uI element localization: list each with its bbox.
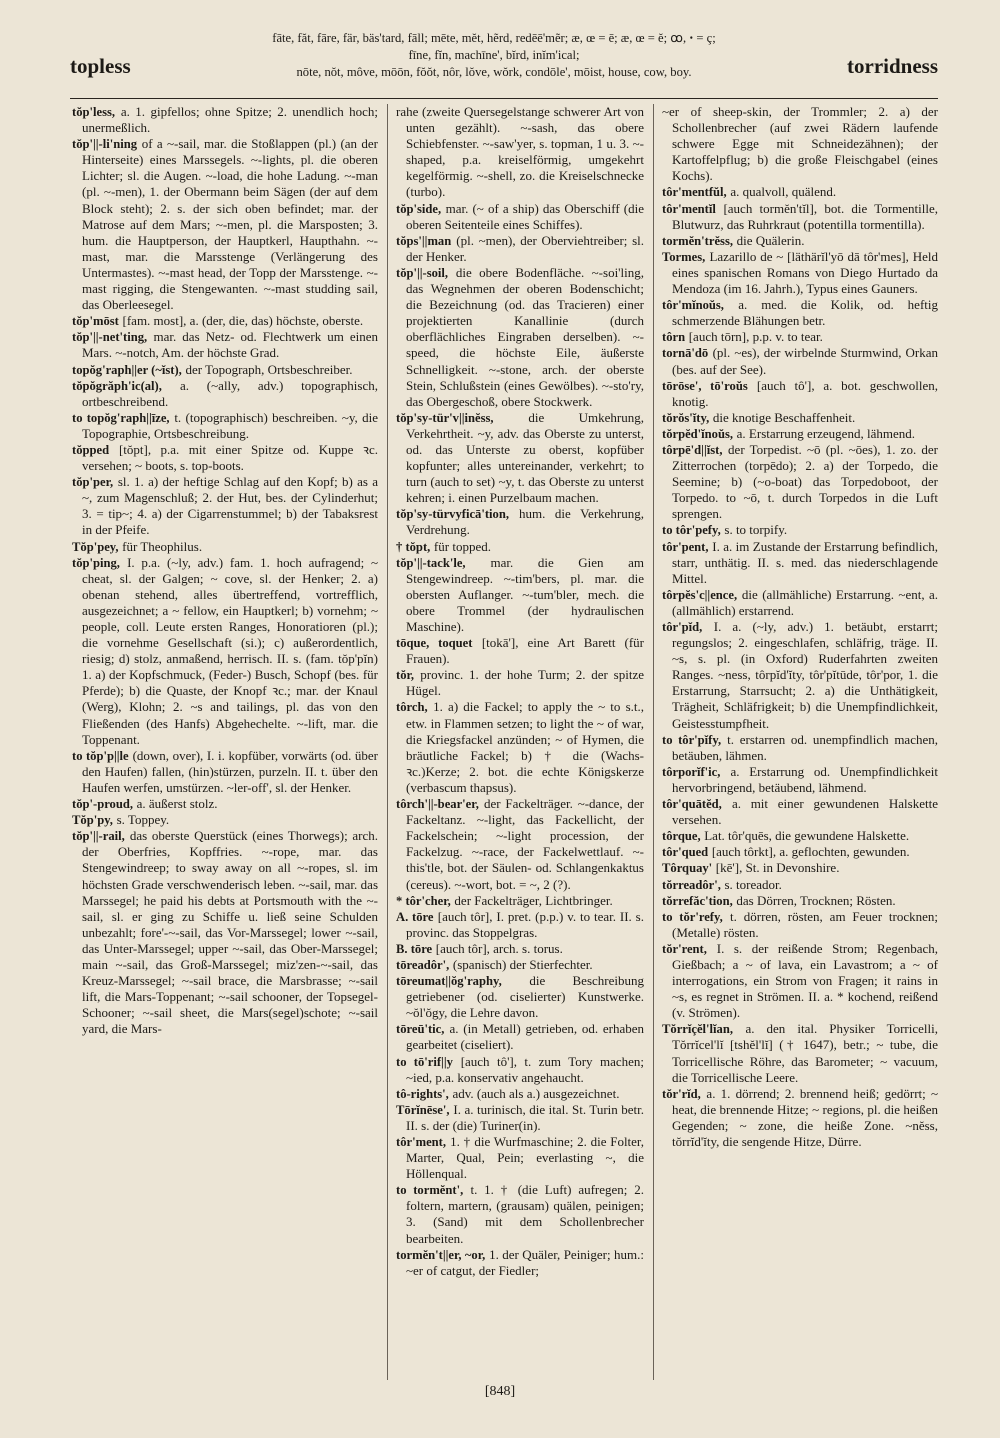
dictionary-entry (662, 1086, 938, 1150)
dictionary-entry (396, 893, 644, 909)
dictionary-entry (396, 635, 644, 667)
dictionary-entry (662, 828, 938, 844)
entry-headword: tôr'qued (662, 845, 709, 860)
dictionary-entry (396, 104, 644, 201)
entry-headword: tôrpē'd||ĭst, (662, 442, 723, 457)
dictionary-entry (72, 796, 378, 812)
entry-definition: die Beschreibung getriebener (od. ciselierter) Kunstwerke. ~ŏl'ŏgy, die Lehre davon. (406, 973, 644, 1021)
entry-headword: tŏrrefăc'tion, (662, 893, 733, 908)
entry-headword: A. tōre (396, 909, 434, 924)
dictionary-entry (72, 828, 378, 1037)
entry-definition: (pl. ~men), der Oberviehtreiber; sl. der Henker. (406, 232, 644, 264)
dictionary-entry (72, 136, 378, 313)
dictionary-entry (662, 732, 938, 764)
entry-definition: t. 1. † (die Luft) aufregen; 2. foltern, martern, (grausam) quälen, peinigen; 3. (Sand) mit dem Schollenbrecher bearbeiten. (406, 1182, 644, 1246)
dictionary-entry (662, 329, 938, 345)
entry-headword: tōreū'tic, (396, 1022, 445, 1037)
entry-headword: tŏps'||man (396, 233, 452, 248)
dictionary-entry (396, 1102, 644, 1134)
entry-headword: tŏp'||-li'ning (72, 137, 138, 152)
guide-word-right: torridness (847, 54, 938, 78)
entry-headword: tŏrpĕd'ĭnoŭs, (662, 426, 734, 441)
entry-definition: I. a. turinisch, die ital. St. Turin betr. II. s. der (die) Turiner(in). (406, 1101, 644, 1133)
entry-headword: tôr'quātĕd, (662, 797, 722, 812)
entry-headword: to tŏr'refy, (662, 909, 723, 924)
dictionary-entry (662, 1021, 938, 1085)
dictionary-entry (72, 442, 378, 474)
entry-definition: mar. die Gien am Stengewindreep. ~-tim'bers, pl. mar. die obersten Auflanger. ~-tum'bler, mech. die obere Trommel (der hydraulischen Maschine). (406, 554, 644, 634)
entry-definition: das Dörren, Trocknen; Rösten. (736, 892, 896, 908)
entry-definition: mar. (~ of a ship) das Oberschiff (die oberen Seitenteile eines Schiffes). (406, 200, 644, 232)
dictionary-entry (662, 796, 938, 828)
entry-headword: tŏrŏs'ĭty, (662, 410, 710, 425)
entry-definition: [tokā'], eine Art Barett (für Frauen). (406, 635, 644, 667)
entry-headword: Tŏrrĭçĕl'lĭan, (662, 1022, 733, 1037)
entry-definition: a. Erstarrung erzeugend, lähmend. (736, 425, 915, 441)
entry-definition: (pl. ~es), der wirbelnde Sturmwind, Orkan (bes. auf der See). (672, 345, 938, 377)
dictionary-entry (662, 522, 938, 538)
dictionary-entry (72, 539, 378, 555)
guide-word-left: topless (70, 54, 131, 78)
dictionary-entry (72, 329, 378, 361)
dictionary-entry (396, 1182, 644, 1246)
entry-definition: der Topograph, Ortsbeschreiber. (185, 361, 353, 377)
entry-headword: tŏp'||-soil, (396, 265, 449, 280)
entry-headword: tôrpĕs'c||ence, (662, 587, 738, 602)
dictionary-entry (662, 249, 938, 297)
entry-definition: I. p.a. (~ly, adv.) fam. 1. hoch aufragend; ~ cheat, sl. der Galgen; ~ cove, sl. der Henker; 2. a) obenan stehend, alles übertreffend, vortrefflich, ausgezeichnet; a ~ fellow, ein Hauptkerl; b) vornehm; ~ people, coll. Leute ersten Ranges, Honoratioren (pl.); die vornehme Gesellschaft (si.); c) außerordentlich, riesig; d) stolz, anmaßend, herrisch. II. s. (fam. tŏp'pĭn) 1. a) der Kopfschmuck, (Feder-) Busch, Schopf (bes. für Pferde); b) die Quaste, der Knopf ꝛc.; mar. der Knaul (Werg), Klohn; 2. ~s and tailings, pl. das von den Fließenden (des Hanfs) Abgehechelte. ~-lift, mar. die Toppenant. (82, 554, 378, 747)
dictionary-entry (662, 233, 938, 249)
dictionary-entry (662, 410, 938, 426)
entry-definition: mar. das Netz- od. Flechtwerk um einen Mars. ~-notch, Am. der höchste Grad. (82, 329, 378, 361)
entry-headword: Tormes, (662, 249, 706, 264)
entry-headword: tôr'mentfŭl, (662, 185, 727, 200)
page-header (70, 30, 938, 96)
entry-definition: t. dörren, rösten, am Feuer trocknen; (Metalle) rösten. (672, 908, 938, 940)
column-1 (72, 104, 378, 1384)
entry-definition: a. Erstarrung od. Unempfindlichkeit hervorbringend, betäubend, lähmend. (672, 763, 938, 795)
column-3 (662, 104, 938, 1384)
entry-headword: tôrch'||-bear'er, (396, 797, 479, 812)
entry-headword: tôr'mĭnoŭs, (662, 298, 724, 313)
dictionary-entry (396, 1086, 644, 1102)
dictionary-entry (396, 233, 644, 265)
entry-definition: die (allmähliche) Erstarrung. ~ent, a. (allmählich) erstarrend. (672, 586, 938, 618)
dictionary-entry (662, 893, 938, 909)
dictionary-entry (72, 410, 378, 442)
dictionary-entry (396, 973, 644, 1021)
dictionary-entry (72, 748, 378, 796)
entry-headword: tōreumat||ŏg'raphy, (396, 974, 502, 989)
pronunciation-key-line: fīne, fĭn, machīne', bĭrd, inĭm'ical; (408, 48, 580, 62)
entry-headword: tŏp'side, (396, 201, 442, 216)
entry-headword: tôr'mentĭl (662, 201, 716, 216)
entry-definition: der Fackelträger, Lichtbringer. (454, 892, 613, 908)
dictionary-entry (662, 104, 938, 184)
entry-definition: rahe (zweite Quersegelstange schwerer Art von unten gezählt). ~-sash, das obere Schiebfenster. ~-saw'yer, s. topman, 1 u. 3. ~-shaped, p.a. kreiselförmig, umgekehrt kegelförmig. ~-shell, zo. die Kreiselschnecke (turbo). (396, 104, 644, 200)
dictionary-entry (662, 539, 938, 587)
dictionary-entry (662, 587, 938, 619)
entry-headword: tôr'pĭd, (662, 620, 703, 634)
entry-headword: to tôr'pefy, (662, 523, 721, 538)
column-2 (396, 104, 644, 1384)
entry-definition: [auch tô'], a. bot. geschwollen, knotig. (672, 377, 938, 409)
entry-headword: tŏp'mōst (72, 314, 119, 329)
dictionary-entry (396, 555, 644, 635)
entry-headword: B. tōre (396, 941, 433, 956)
entry-headword: tormĕn'trĕss, (662, 233, 733, 248)
dictionary-entry (396, 1021, 644, 1053)
entry-definition: [tŏpt], p.a. mit einer Spitze od. Kuppe ꝛc. versehen; ~ boots, s. top-boots. (82, 441, 378, 474)
pronunciation-key-line: fāte, făt, fāre, fär, bäs'tard, fāll; mēte, mĕt, hẽrd, redēē'mẽr; æ, œ = ē; æ, œ = ĕ; ꝏ, ꞏ = ç; (272, 31, 716, 45)
dictionary-entry (662, 909, 938, 941)
entry-definition: I. a. (~ly, adv.) 1. betäubt, erstarrt; regungslos; 2. eingeschlafen, schläfrig, träge. II. ~s, s. pl. (in Oxford) Ruderfahrten zweiten Ranges. ~ness, tôrpĭd'ĭty, tôr'pĭtūde, tôr'por, 1. die Erstarrung, Starrsucht; 2. a) die Unthätigkeit, Trägheit, Schläfrigkeit; b) die Unempfindlichkeit, Geistesstumpfheit. (672, 619, 938, 731)
entry-definition: das oberste Querstück (eines Thorwegs); arch. der Oberfries, Kopffries. ~-rope, mar. das Stengewindreep; to sway away on all ~-ropes, sl. im höchsten Grade verschwenderisch leben. ~-sail, mar. das Marssegel; he paid his debts at Portsmouth with the ~-sail, sl. er ging zu Schiffe u. ließ seine Schulden unbezahlt; fore'-~-sail, das Vor-Marssegel; lower ~-sail, das Unter-Marssegel; upper ~-sail, das Ober-Marssegel; main ~-sail, das Groß-Marssegel; miz'zen-~-sail, das Kreuz-Marssegel; ~-sail brace, die Marsbrasse; ~-sail lift, die Mars-Toppenant; ~-sail schooner, der Topsegel-Schooner; ~-sail sheet, die Mars(segel)schote; ~-sail yard, die Mars- (82, 828, 378, 1037)
dictionary-entry (396, 1247, 644, 1279)
dictionary-entry (662, 378, 938, 410)
entry-headword: tŏr'rent, (662, 941, 707, 956)
dictionary-entry (72, 362, 378, 378)
dictionary-entry (72, 474, 378, 538)
entry-definition: hum. die Verkehrung, Verdrehung. (406, 506, 644, 538)
entry-headword: tŏp'||-tack'le, (396, 555, 466, 570)
entry-definition: t. (topographisch) beschreiben. ~y, die Topographie, Ortsbeschreibung. (82, 409, 378, 441)
entry-definition: t. erstarren od. unempfindlich machen, betäuben, lähmen. (672, 731, 938, 763)
entry-definition: provinc. 1. der hohe Turm; 2. der spitze Hügel. (406, 667, 644, 699)
dictionary-entry (396, 796, 644, 893)
column-divider (653, 104, 654, 1380)
entry-definition: I. s. der reißende Strom; Regenbach, Gießbach; a ~ of lava, ein Lavastrom; a ~ of interrogations, ein Strom von Fragen; it rains in ~s, es regnet in Strömen. II. a. * kochend, reißend (v. Strömen). (672, 940, 938, 1021)
entry-headword: tŏp'per, (72, 475, 114, 490)
entry-headword: Tôrquay' (662, 861, 713, 876)
entry-headword: tŏp'||-rail, (72, 829, 125, 844)
entry-definition: ~er of sheep-skin, der Trommler; 2. a) der Schollenbrecher (auf zwei Rädern laufende schwere Egge mit Schneidezähnen); der Kartoffelpflug; b) die große Fleischgabel (eines Kochs). (662, 104, 938, 184)
entry-definition: 1. der Quäler, Peiniger; hum.: ~er of catgut, der Fiedler; (406, 1246, 644, 1278)
entry-definition: für Theophilus. (122, 538, 203, 554)
entry-headword: to tŏp'p||le (72, 748, 129, 763)
dictionary-entry (72, 555, 378, 748)
dictionary-entry (396, 909, 644, 941)
dictionary-entry (662, 860, 938, 876)
entry-headword: to tôr'pĭfy, (662, 732, 722, 747)
entry-headword: tô-rights', (396, 1086, 449, 1101)
dictionary-entry (662, 844, 938, 860)
entry-headword: tôrque, (662, 829, 701, 844)
dictionary-entry (72, 378, 378, 410)
header-rule (70, 98, 938, 99)
dictionary-entry (662, 619, 938, 732)
entry-definition: [auch tôr], I. pret. (p.p.) v. to tear. II. s. provinc. das Stoppelgras. (406, 908, 644, 940)
entry-headword: to topŏg'raph||īze, (72, 410, 170, 425)
entry-definition: [auch tormĕn'tĭl], bot. die Tormentille, Blutwurz, das Ruhrkraut (potentilla tormentilla). (672, 200, 938, 232)
entry-headword: † tŏpt, (396, 539, 431, 554)
entry-headword: tôr'pent, (662, 539, 709, 554)
entry-headword: tōque, toquet (396, 636, 473, 651)
entry-headword: to tō'rif||y (396, 1054, 453, 1069)
pronunciation-key (220, 30, 768, 81)
entry-headword: tŏr'rĭd, (662, 1086, 701, 1101)
dictionary-entry (396, 265, 644, 410)
pronunciation-key-line: nōte, nŏt, môve, mōōn, fŏŏt, nôr, lŏve, wŏrk, condōle', mōist, house, cow, boy. (296, 65, 692, 79)
entry-definition: a. 1. dörrend; 2. brennend heiß; gedörrt; ~ heat, die brennende Hitze; ~ regions, pl. die heißen Gegenden; ~ zone, die heiße Zone. ~nĕss, tŏrrĭd'ĭty, die sengende Hitze, Dürre. (672, 1085, 938, 1149)
dictionary-entry (662, 345, 938, 377)
dictionary-entry (72, 313, 378, 329)
dictionary-entry (396, 699, 644, 796)
entry-headword: tŏp'ping, (72, 555, 120, 570)
entry-headword: tŏp'-proud, (72, 797, 134, 812)
dictionary-entry (396, 201, 644, 233)
dictionary-entry (396, 957, 644, 973)
entry-headword: tŏrreadôr', (662, 877, 721, 892)
entry-headword: tŏr, (396, 668, 415, 683)
entry-headword: tŏp'less, (72, 105, 116, 119)
entry-definition: sl. 1. a) der heftige Schlag auf den Kopf; b) as a ~, zum Magenschluß; 2. der Hut, bes. der Cylinderhut; 3. = tip~; 4. a) der Cigarrenstummel; b) der Tabaksrest in der Pfeife. (82, 474, 378, 538)
dictionary-entry (662, 877, 938, 893)
page-number: [848] (484, 1384, 516, 1399)
entry-headword: tôrch, (396, 700, 428, 715)
entry-definition: [auch tô'], t. zum Tory machen; ~ied, p.a. konservativ angehaucht. (406, 1053, 644, 1085)
dictionary-entry (396, 941, 644, 957)
entry-definition: [auch tôr], arch. s. torus. (435, 940, 563, 956)
entry-headword: tŏpped (72, 442, 110, 457)
entry-definition: adv. (auch als a.) ausgezeichnet. (452, 1085, 620, 1101)
entry-definition: die Quälerin. (736, 232, 805, 248)
entry-definition: a. den ital. Physiker Torricelli, Tŏrrĭcel'lĭ [tshĕl'lĭ] († 1647), betr.; ~ tube, die Torricellische Röhre, das Barometer; ~ vacuum, die Torricellische Leere. (672, 1021, 938, 1085)
dictionary-entry (662, 941, 938, 1021)
dictionary-entry (662, 442, 938, 522)
entry-definition: (spanisch) der Stierfechter. (452, 956, 593, 972)
entry-definition: [fam. most], a. (der, die, das) höchste, oberste. (122, 313, 364, 329)
entry-headword: tŏp'sy-türvyficā'tion, (396, 507, 509, 522)
entry-definition: s. to torpify. (724, 522, 788, 538)
entry-definition: [auch tôrkt], a. geflochten, gewunden. (711, 844, 910, 860)
entry-headword: tornā'dō (662, 346, 709, 361)
entry-headword: tŏpŏgrăph'ic(al), (72, 378, 162, 393)
dictionary-entry (396, 506, 644, 538)
entry-definition: Lazarillo de ~ [läthärĭl'yō dā tôr'mes], Held eines spanischen Romans von Diego Hurtado da Mendoza (im 16. Jahrh.), Typus eines Gauners. (672, 248, 938, 297)
column-divider (387, 104, 388, 1380)
entry-definition: die obere Bodenfläche. ~-soi'ling, das Wegnehmen der oberen Bodenschicht; die Bezeichnung (od. das Tracieren) einer projektierten Kanallinie (durch oberflächliches Eingraben derselben). ~-speed, die höchste Eile, äußerste Schnelligkeit. ~-stone, arch. der oberste Stein, Schlußstein (eines Gewölbes). ~-sto'ry, das Obergeschoß, obere Stockwerk. (406, 264, 644, 409)
dictionary-entry (396, 410, 644, 507)
dictionary-entry (396, 539, 644, 555)
entry-headword: tôrn (662, 330, 686, 345)
dictionary-entry (396, 667, 644, 699)
entry-definition: a. med. die Kolik, od. heftig schmerzende Blähungen betr. (672, 297, 938, 329)
entry-definition: der Torpedist. ~ō (pl. ~ōes), 1. zo. der Zitterrochen (torpēdo); 2. a) der Torpedo, die Seemine; b) (~o-boat) das Torpedoboot, der Torpedo. to ~ō, t. durch Torpedos in die Luft sprengen. (672, 441, 938, 522)
entry-headword: Tŏp'py, (72, 813, 113, 828)
dictionary-entry (396, 1054, 644, 1086)
entry-definition: s. Toppey. (116, 812, 170, 828)
entry-headword: * tôr'cher, (396, 893, 451, 908)
entry-headword: tŏp'sy-tür'v||inĕss, (396, 410, 494, 425)
entry-definition: a. mit einer gewundenen Halskette versehen. (672, 796, 938, 828)
entry-definition: die Umkehrung, Verkehrtheit. ~y, adv. das Oberste zu unterst, od. das Unterste zu oberst, kopfüber kopfunter; alles untereinander, verkehrt; to turn (auch to set) ~y, t. das Oberste zu unterst kehren; i. einen Purzelbaum machen. (406, 409, 644, 506)
entry-definition: a. (in Metall) getrieben, od. erhaben gearbeitet (ciseliert). (406, 1021, 644, 1053)
entry-definition: Lat. tôr'quēs, die gewundene Halskette. (704, 828, 910, 844)
entry-headword: tŏp'||-net'ting, (72, 330, 148, 345)
entry-headword: tôrporĭf'ic, (662, 764, 721, 779)
entry-definition: a. 1. gipfellos; ohne Spitze; 2. unendlich hoch; unermeßlich. (82, 104, 378, 136)
entry-definition: 1. a) die Fackel; to apply the ~ to s.t., etw. in Flammen setzen; to light the ~ of war, die Kriegsfackel anzünden; ~ of Hymen, die bräutliche Fackel; b) † die (Wachs- ꝛc.)Kerze; 2. bot. die echte Königskerze (verbascum thapsus). (406, 699, 644, 795)
entry-definition: 1. † die Wurfmaschine; 2. die Folter, Marter, Qual, Pein; everlasting ~, die Höllenqual. (406, 1134, 644, 1182)
entry-headword: Tōrĭnēse', (396, 1102, 450, 1117)
entry-definition: s. toreador. (724, 876, 782, 892)
entry-definition: (down, over), I. i. kopfüber, vorwärts (od. über den Haufen) fallen, (hin)stürzen, purzeln. II. t. über den Haufen werfen, umstürzen. ~ler-off', sl. der Henker. (82, 747, 378, 795)
dictionary-entry (662, 201, 938, 233)
dictionary-entry (662, 184, 938, 200)
dictionary-entry (662, 426, 938, 442)
entry-definition: für topped. (433, 538, 491, 554)
entry-headword: topŏg'raph||er (~ĭst), (72, 362, 182, 377)
entry-definition: die knotige Beschaffenheit. (712, 409, 856, 425)
dictionary-entry (72, 104, 378, 136)
entry-definition: a. qualvoll, quälend. (730, 184, 837, 200)
dictionary-entry (662, 297, 938, 329)
entry-definition: a. äußerst stolz. (136, 796, 218, 812)
entry-definition: of a ~-sail, mar. die Stoßlappen (pl.) (an der Hinterseite) eines Marssegels. ~-lights, pl. die oberen Lichter; sl. die Augen. ~-load, die hohe Ladung. ~-man (pl. ~-men), 1. der Obermann beim Sägen (der auf dem Block steht); 2. s. der sich oben befindet; mar. der Matrose auf dem Mars; ~-men, pl. die Marsposten; 3. hum. die Hauptperson, der Hauptkerl, Haupthahn. ~-mast, mar. die Marsstenge (Verlängerung des Untermastes). ~-mast head, der Topp der Marsstenge. ~-mast rigging, die Stengewanten. ~-mast studding sail, das Oberleesegel. (82, 136, 378, 313)
entry-headword: to tormĕnt', (396, 1183, 464, 1198)
dictionary-entry (396, 1134, 644, 1182)
entry-definition: der Fackelträger. ~-dance, der Fackeltanz. ~-light, das Fackellicht, der Fackelschein; ~-light procession, der Fackelzug. ~-race, der Fackelwettlauf. ~-this'tle, bot. der Säulen- od. Schlangenkaktus (cereus). ~-wort, bot. = ~, 2 (?). (406, 796, 644, 892)
entry-headword: tormĕn't||er, ~or, (396, 1247, 486, 1262)
entry-headword: tôr'ment, (396, 1135, 447, 1149)
dictionary-entry (72, 812, 378, 828)
entry-headword: tōrōse', tō'roŭs (662, 378, 748, 393)
entry-definition: [auch tōrn], p.p. v. to tear. (688, 329, 823, 345)
entry-definition: [kē'], St. in Devonshire. (715, 860, 840, 876)
entry-definition: a. (~ally, adv.) topographisch, ortbeschreibend. (82, 377, 378, 409)
entry-headword: Tŏp'pey, (72, 539, 119, 554)
dictionary-entry (662, 764, 938, 796)
entry-definition: I. a. im Zustande der Erstarrung befindlich, starr, unthätig. II. s. med. das niederschlagende Mittel. (672, 538, 938, 586)
entry-headword: tōreadôr', (396, 957, 450, 972)
